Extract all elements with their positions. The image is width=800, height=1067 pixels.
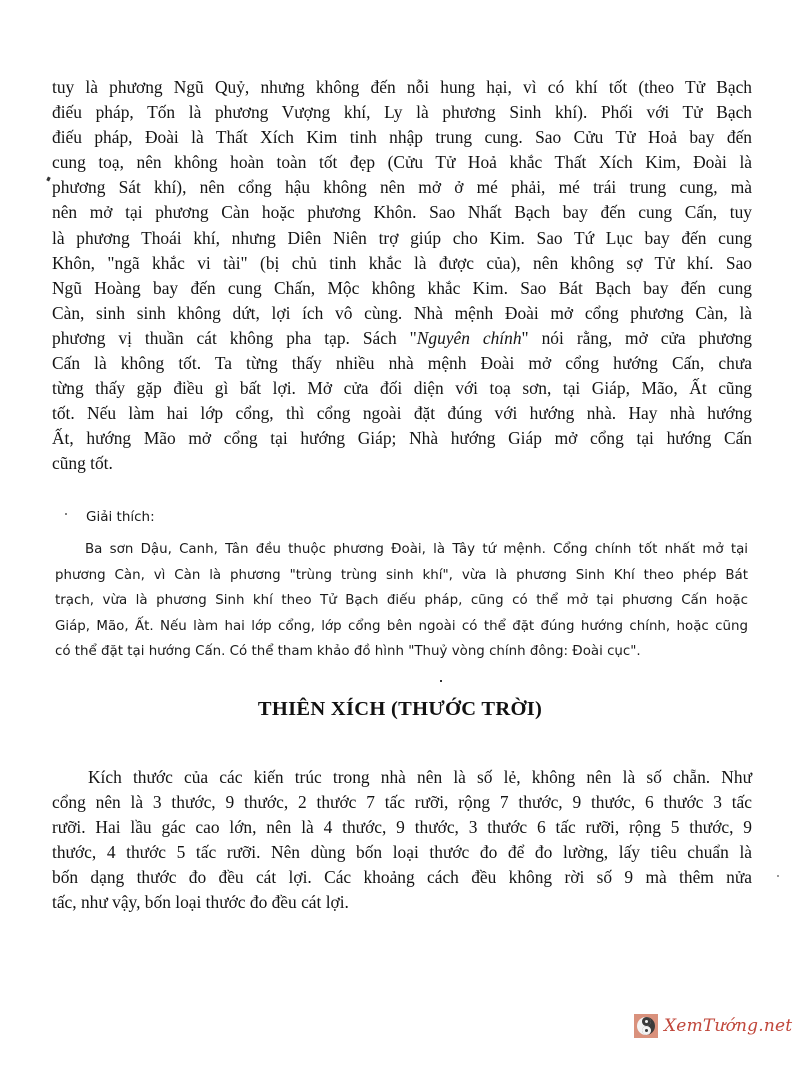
site-watermark <box>634 1014 792 1038</box>
scan-speck <box>65 513 67 515</box>
text-line: Ngũ Hoàng bay đến cung Chấn, Mộc không khắc Kim. Sao Bát Bạch bay đến cung <box>52 277 752 298</box>
scan-speck <box>440 680 442 682</box>
section-title: THIÊN XÍCH (THƯỚC TRỜI) <box>257 698 543 720</box>
text-line: thước, 4 thước 5 tấc rưỡi. Nên dùng bốn loại thước đo để đo lường, lấy tiêu chuẩn là <box>52 842 752 863</box>
citation-after: " nói rằng, mở cửa phương <box>521 327 752 348</box>
text-line: trạch, vừa là phương Sinh khí theo Tử Bạch điếu pháp, cũng có thể mở tại phương Cấn hoặc <box>55 593 748 609</box>
scan-speck <box>46 177 50 182</box>
watermark-text: XemTướng.net <box>664 1016 793 1036</box>
text-line: tuy là phương Ngũ Quỷ, nhưng không đến nỗi hung hại, vì có khí tốt (theo Tử Bạch <box>52 77 752 97</box>
book-title: Nguyên chính <box>416 327 522 348</box>
text-line: cũng tốt. <box>52 453 113 474</box>
text-line: Khôn, "ngã khắc vi tài" (bị chủ tinh khắc là được của), nên không sợ Tử khí. Sao <box>52 252 752 273</box>
text-line: có thể đặt tại hướng Cấn. Có thể tham khảo đồ hình "Thuỷ vòng chính đông: Đoài cục". <box>55 644 641 660</box>
text-line: điếu pháp, Đoài là Thất Xích Kim tinh nhập trung cung. Sao Cửu Tử Hoả bay đến <box>52 127 752 148</box>
text-line: phương Càn, vì Càn là phương "trùng trùng sinh khí", vừa là phương Sinh Khí theo phép Bát <box>55 567 748 583</box>
text-line: Ba sơn Dậu, Canh, Tân đều thuộc phương Đoài, là Tây tứ mệnh. Cổng chính tốt nhất mở tại <box>85 542 748 557</box>
text-line: cung toạ, nên không hoàn toàn tốt đẹp (Cửu Tử Hoả khắc Thất Xích Kim, Đoài là <box>52 152 752 173</box>
text-line: phương Sát khí), nên cổng hậu không nên mở ở mé phải, mé trái trung cung, mà <box>52 177 752 198</box>
text-line: Càn, sinh sinh không dứt, lợi ích vô cùng. Nhà mệnh Đoài mở cổng phương Càn, là <box>52 302 752 323</box>
text-line: bốn dạng thước đo đều cát lợi. Các khoảng cách đều không rời số 9 mà thêm nửa <box>52 867 752 888</box>
yin-yang-icon <box>637 1017 655 1035</box>
scan-speck <box>777 875 779 877</box>
text-line: Giáp, Mão, Ất. Nếu làm hai lớp cổng, lớp cổng bên ngoài có thể đặt đúng hướng chính, hoặc cũng <box>55 618 748 634</box>
watermark-logo <box>634 1014 658 1038</box>
explanation-label: Giải thích: <box>86 509 155 525</box>
text-line: là phương Thoái khí, nhưng Diên Niên trợ giúp cho Kim. Sao Tứ Lục bay đến cung <box>52 227 752 248</box>
paragraph-dai-cuc <box>52 75 752 477</box>
text-line: Cấn là không tốt. Ta từng thấy nhiều nhà mệnh Đoài mở cổng hướng Cấn, chưa <box>52 353 752 374</box>
text-line: nên mở tại phương Càn hoặc phương Khôn. Sao Nhất Bạch bay đến cung Cấn, tuy <box>52 202 752 223</box>
text-line: rưỡi. Hai lầu gác cao lớn, nên là 4 thước, 9 thước, 3 thước 6 tấc rưỡi, rộng 5 thước, 9 <box>52 817 752 838</box>
text-line: từng thấy gặp điều gì bất lợi. Mở cửa đối diện với toạ sơn, tại Giáp, Mão, Ất cũng <box>52 378 752 399</box>
text-line-citation <box>52 326 752 351</box>
text-line: điếu pháp, Tốn là phương Vượng khí, Ly là phương Sinh khí). Phối với Tử Bạch <box>52 102 752 123</box>
text-line: Ất, hướng Mão mở cổng tại hướng Giáp; Nhà hướng Giáp mở cổng tại hướng Cấn <box>52 428 752 449</box>
text-line: cổng nên là 3 thước, 9 thước, 2 thước 7 tấc rưỡi, rộng 7 thước, 9 thước, 6 thước 3 tấc <box>52 792 752 813</box>
text-line: tấc, như vậy, bốn loại thước đo đều cát lợi. <box>52 892 349 913</box>
text-line: Kích thước của các kiến trúc trong nhà nên là số lẻ, không nên là số chẵn. Như <box>88 767 752 787</box>
citation-before: phương vị thuần cát không pha tạp. Sách " <box>52 327 417 348</box>
explanation-paragraph <box>55 537 748 665</box>
section-paragraph <box>52 765 752 916</box>
text-line: tốt. Nếu làm hai lớp cổng, thì cổng ngoài đặt đúng với hướng nhà. Hay nhà hướng <box>52 403 752 424</box>
